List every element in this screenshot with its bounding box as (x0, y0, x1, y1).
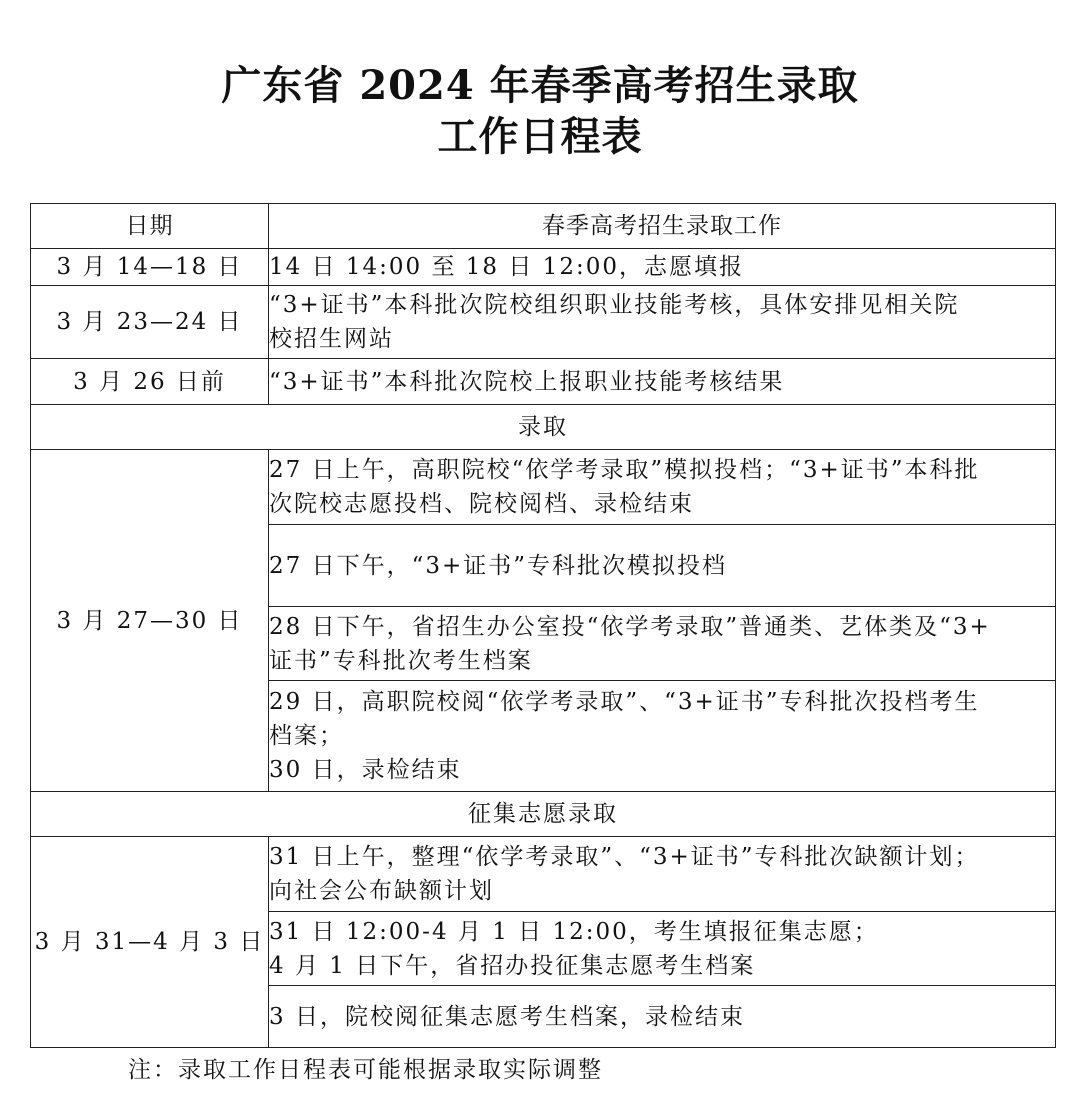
work-cell (269, 607, 1056, 681)
date-cell: 3 月 31—4 月 3 日 (31, 837, 269, 1048)
work-text-line: 30 日，录检结束 (269, 757, 462, 783)
table-row (31, 359, 1056, 405)
table-header-row (31, 204, 1056, 249)
work-cell (269, 359, 1056, 405)
work-text-line: 校招生网站 (269, 326, 394, 352)
work-text-line: 档案； (269, 723, 344, 749)
table-row (31, 249, 1056, 286)
admission-row (31, 450, 1056, 525)
work-cell (269, 525, 1056, 607)
work-text-line: 向社会公布缺额计划 (269, 878, 494, 904)
work-text-line: 28 日下午，省招生办公室投“依学考录取”普通类、艺体类及“3+ (269, 613, 991, 640)
work-text-line: 证书”专科批次考生档案 (269, 647, 533, 674)
date-column-header: 日期 (31, 204, 269, 249)
section-label-admission: 录取 (31, 405, 1056, 450)
work-cell (269, 681, 1056, 792)
section-label-supplementary: 征集志愿录取 (31, 792, 1056, 837)
work-column-header: 春季高考招生录取工作 (269, 204, 1056, 249)
work-cell (269, 986, 1056, 1048)
work-text-line: 4 月 1 日下午，省招办投征集志愿考生档案 (269, 952, 756, 979)
work-cell (269, 286, 1056, 359)
work-text-line: 29 日，高职院校阅“依学考录取”、“3+证书”专科批次投档考生 (269, 689, 980, 715)
date-cell: 3 月 27—30 日 (31, 450, 269, 792)
page-subtitle: 工作日程表 (437, 113, 643, 160)
work-text-line: 14 日 14:00 至 18 日 12:00，志愿填报 (269, 254, 744, 280)
supplementary-row (31, 837, 1056, 912)
work-cell (269, 837, 1056, 912)
work-cell (269, 450, 1056, 525)
page-title: 广东省 2024 年春季高考招生录取 (221, 62, 859, 109)
work-text-line: 次院校志愿投档、院校阅档、录检结束 (269, 491, 694, 517)
work-text-line: 3 日，院校阅征集志愿考生档案，录检结束 (269, 1003, 745, 1030)
table-row (31, 286, 1056, 359)
work-text-line: “3+证书”本科批次院校组织职业技能考核，具体安排见相关院 (269, 292, 960, 318)
work-text-line: 31 日 12:00-4 月 1 日 12:00，考生填报征集志愿； (269, 918, 879, 945)
work-text-line: “3+证书”本科批次院校上报职业技能考核结果 (269, 368, 785, 395)
section-row (31, 792, 1056, 837)
schedule-table (30, 203, 1056, 1048)
work-text-line: 27 日上午，高职院校“依学考录取”模拟投档；“3+证书”本科批 (269, 457, 980, 483)
work-cell (269, 249, 1056, 286)
footnote: 注：录取工作日程表可能根据录取实际调整 (128, 1057, 603, 1083)
work-text-line: 31 日上午，整理“依学考录取”、“3+证书”专科批次缺额计划； (269, 844, 980, 870)
work-text-line: 27 日下午，“3+证书”专科批次模拟投档 (269, 552, 727, 579)
date-cell: 3 月 14—18 日 (31, 249, 269, 286)
work-cell (269, 912, 1056, 986)
date-cell: 3 月 26 日前 (31, 359, 269, 405)
section-row (31, 405, 1056, 450)
date-cell: 3 月 23—24 日 (31, 286, 269, 359)
